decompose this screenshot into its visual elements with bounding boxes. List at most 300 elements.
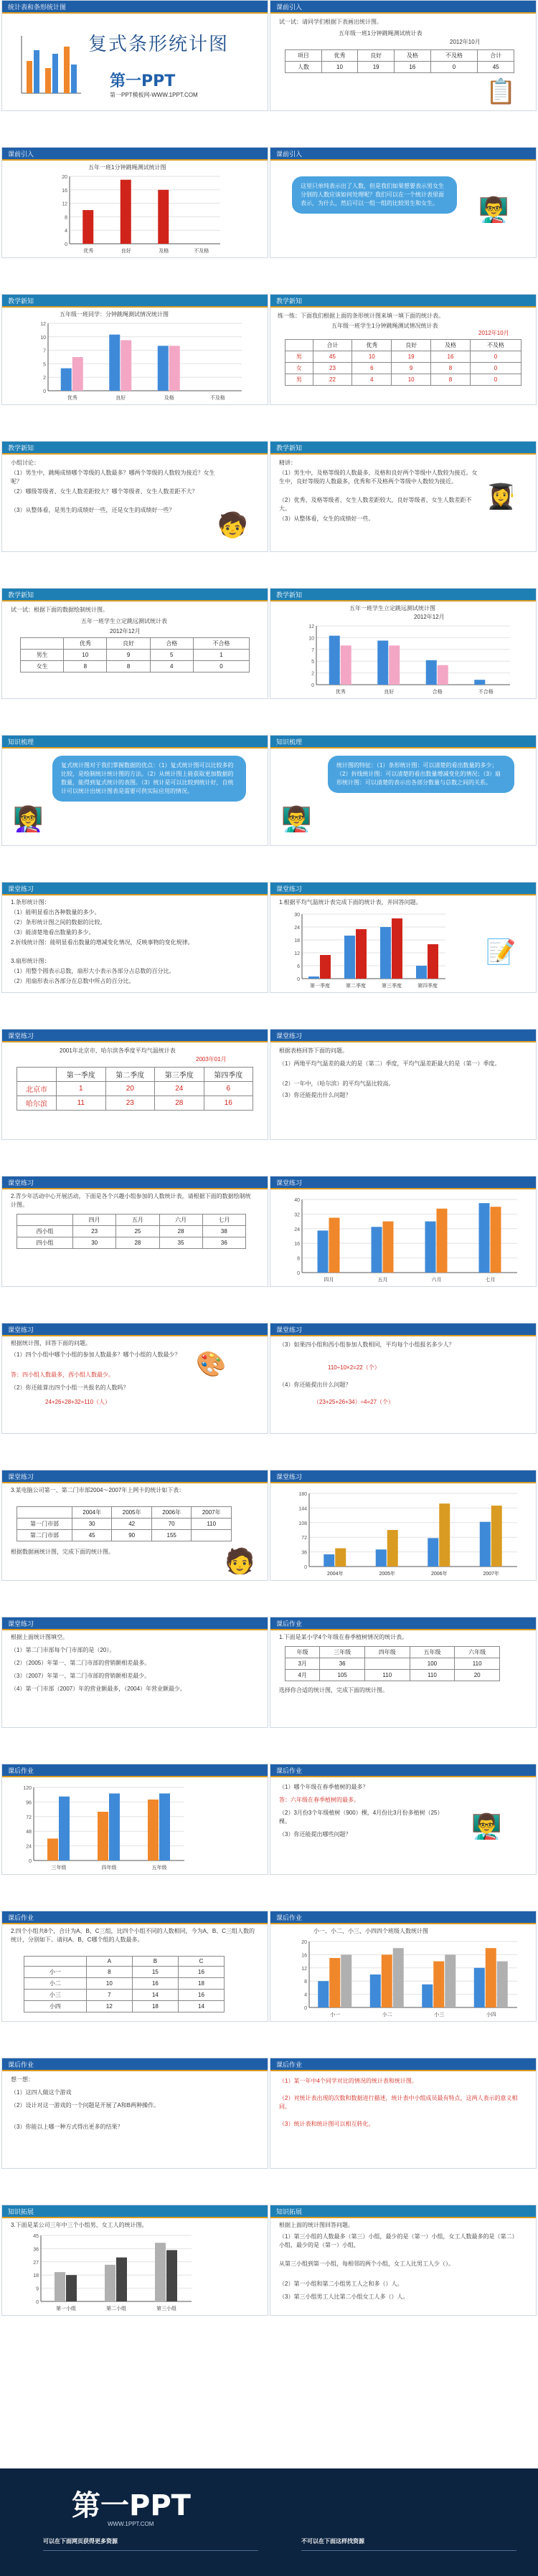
table-cell: 155 — [151, 1530, 192, 1541]
table-cell: 5 — [150, 650, 193, 661]
footer-url: WWW.1PPT.COM — [108, 2521, 154, 2527]
y-tick-label: 12 — [62, 201, 67, 207]
table-cell: 男 — [285, 374, 313, 386]
intro-text: 3.某电脑公司第一、第二门市部2004～2007年上网卡的统计如下表： — [11, 1487, 185, 1493]
table-cell: 6 — [352, 363, 392, 374]
slide-row — [0, 2205, 538, 2319]
answer-line: 答：四小组人数最多，西小组人数最少。 — [11, 1372, 114, 1378]
intro-text: 3.下面是某公司三年中三个小组男、女工人的统计图。 — [11, 2222, 148, 2228]
text-line: （2）你还能算出四个小组一共报名的人数吗？ — [11, 1384, 129, 1391]
slide-header-bar: 知识梳理 — [2, 736, 268, 748]
table-header: 四月 — [73, 1215, 116, 1226]
x-tick-label: 优秀 — [67, 396, 77, 401]
bar — [82, 210, 93, 244]
slide-header-bar: 课后作业 — [270, 1911, 536, 1924]
slide-chart-shop[interactable] — [270, 1470, 537, 1581]
table-header: 优秀 — [352, 340, 392, 351]
slide-summary-1[interactable] — [1, 735, 268, 846]
y-tick-label: 120 — [23, 1786, 32, 1791]
chart-svg — [292, 1937, 522, 2019]
figure-icon: 📋 — [486, 78, 516, 105]
bar — [387, 1530, 398, 1567]
bar — [437, 1209, 448, 1273]
slide-header-bar: 课后作业 — [270, 1764, 536, 1777]
table-cell: 20 — [105, 1082, 154, 1096]
slide-discussion[interactable] — [1, 441, 268, 552]
data-table — [16, 1067, 253, 1111]
text-line: 1.条形统计图： — [11, 899, 50, 906]
table-header: 不合格 — [193, 638, 249, 650]
text-line: （2）（2005）年第一、第二门市部的营销额相差最多。 — [11, 1660, 151, 1666]
x-tick-label: 四年级 — [101, 1866, 117, 1871]
x-tick-label: 2007年 — [483, 1572, 500, 1577]
slide-temp-table[interactable] — [1, 1029, 268, 1140]
slide-club-table[interactable] — [1, 1176, 268, 1287]
slide-chart-types[interactable] — [1, 882, 268, 993]
text-line: （3）从整体看，女生的成绩好一些。 — [279, 515, 374, 522]
bar — [377, 641, 388, 685]
table-cell: 8 — [86, 1967, 132, 1978]
x-tick-label: 五月 — [377, 1278, 388, 1283]
chart-title: 五年一班学生立定跳远测试统计图 — [349, 605, 435, 612]
table-cell: 女生 — [21, 661, 64, 672]
slide-row — [0, 0, 538, 115]
table-cell: 45 — [313, 351, 352, 363]
y-tick-label: 0 — [304, 2006, 307, 2011]
speech-bubble: 统计图的特征：（1）条形统计图：可以清楚的看出数量的多少；（2）折线统计图：可以清楚的看出数量增减变化的情况；（3）扇形统计图：可以清楚的表示出各部分数量与总数之间的关系。 — [328, 756, 514, 793]
text-line: （3）你能以上哪一种方式得出更多的结果？ — [11, 2124, 123, 2130]
bar — [474, 1968, 485, 2007]
y-tick-label: 5 — [43, 362, 46, 368]
bar — [169, 346, 180, 391]
table-cell: 15 — [132, 1967, 178, 1978]
y-tick-label: 2 — [43, 376, 46, 381]
intro-text: 根据表格回答下面的问题。 — [279, 1047, 348, 1054]
x-tick-label: 三年级 — [51, 1866, 67, 1871]
text-line: 根据数据画统计图，完成下面的统计图。 — [11, 1549, 114, 1555]
table-header — [24, 1957, 87, 1967]
table-cell: 9 — [107, 650, 150, 661]
slide-header-bar: 课堂练习 — [2, 1470, 268, 1483]
bar — [72, 357, 83, 391]
teacher-icon: 👩‍🏫 — [13, 806, 44, 833]
table-cell: 36 — [320, 1658, 365, 1670]
table-header: 三年级 — [320, 1647, 365, 1658]
bar — [158, 190, 169, 244]
text-line: （2）哪级等级者、女生人数差距较大？哪个等级者、女生人数差距不大？ — [11, 488, 198, 495]
slide-header-bar: 教学新知 — [270, 442, 536, 455]
bar — [308, 976, 319, 979]
table-date: 2012年12月 — [110, 628, 141, 635]
y-tick-label: 12 — [308, 624, 314, 629]
text-line: 2.折线统计图：能明显看出数量的增减变化情况，反映事物的变化规律。 — [11, 939, 194, 946]
text-line: （1）男生中，跳绳成绩哪个等级的人数最多？哪两个等级的人数较为接近？女生呢？ — [11, 470, 215, 485]
bar — [497, 1962, 508, 2007]
slide-header-bar: 课堂练习 — [270, 1177, 536, 1189]
slide-chart-2[interactable] — [1, 294, 268, 405]
bar — [426, 660, 437, 685]
slide-row — [0, 882, 538, 997]
slide-chart-3[interactable] — [270, 588, 537, 699]
table-header: 良好 — [358, 50, 395, 62]
text-line: （4）你还能提出什么问题？ — [279, 1382, 351, 1388]
table-header — [17, 1507, 72, 1518]
data-table — [16, 1214, 246, 1249]
chart-svg — [292, 1489, 522, 1578]
slide-exercise-1[interactable] — [270, 882, 537, 993]
table-cell: 23 — [313, 363, 352, 374]
table-cell: 19 — [392, 351, 431, 363]
slide-answers[interactable] — [270, 2058, 537, 2169]
table-cell: 8 — [107, 661, 150, 672]
x-tick-label: 第四季度 — [417, 984, 438, 989]
bar — [392, 918, 402, 979]
table-cell: 第二门市部 — [17, 1530, 72, 1541]
bar — [474, 680, 485, 685]
y-tick-label: 2 — [311, 671, 314, 677]
table-cell: 14 — [132, 1990, 178, 2001]
text-line: （2）条形统计图之间的数据的比较。 — [11, 919, 106, 926]
table-header: 2007年 — [192, 1507, 232, 1518]
teacher-icon: 👨‍🏫 — [471, 1813, 502, 1840]
bar — [55, 2272, 65, 2301]
text-line: （2）优秀、及格等级者、女生人数差距较大，良好等级者、女生人数差距不大。 — [279, 497, 472, 512]
x-tick-label: 第二季度 — [346, 984, 366, 989]
x-tick-label: 第三季度 — [382, 984, 402, 989]
bar — [428, 1538, 438, 1567]
brand-url: 第一PPT模板网-WWW.1PPT.COM — [110, 92, 198, 98]
slide-header-bar: 课堂练习 — [270, 883, 536, 895]
table-header: 第一季度 — [57, 1068, 105, 1082]
cover-title: 复式条形统计图 — [88, 33, 230, 54]
slide-explain[interactable] — [270, 441, 537, 552]
table-cell: 哈尔滨 — [17, 1096, 57, 1111]
table-header: 合计 — [313, 340, 352, 351]
slide-fill-table[interactable] — [270, 294, 537, 405]
slide-header-bar: 教学新知 — [2, 295, 268, 308]
slide-try[interactable] — [1, 588, 268, 699]
text-line: （1）两地平均气温差的最大的是（第二）季度，平均气温差距最大的是（第一）季度。 — [279, 1060, 501, 1067]
y-tick-label: 4 — [304, 1992, 307, 1998]
table-date: 2012年10月 — [478, 330, 509, 336]
table-cell: 110 — [192, 1518, 232, 1530]
table-cell: 70 — [151, 1518, 192, 1530]
x-tick-label: 不及格 — [194, 249, 209, 254]
table-header: 2004年 — [72, 1507, 112, 1518]
table-header: 不及格 — [470, 340, 521, 351]
bar — [329, 636, 340, 685]
table-header: 年级 — [285, 1647, 320, 1658]
bar — [428, 944, 438, 979]
slide-header-bar: 教学新知 — [2, 442, 268, 455]
table-header: 第三季度 — [155, 1068, 204, 1082]
slide-header-bar: 课堂练习 — [2, 1177, 268, 1189]
table-cell: 42 — [112, 1518, 152, 1530]
slide-header-bar: 课堂练习 — [2, 1030, 268, 1042]
table-title: 五年一班学生立定跳远测试统计表 — [81, 618, 167, 624]
x-tick-label: 2005年 — [379, 1572, 396, 1577]
bar — [121, 341, 131, 391]
y-tick-label: 16 — [301, 1953, 307, 1959]
slide-header-bar: 课堂练习 — [2, 1323, 268, 1336]
x-tick-label: 2006年 — [430, 1572, 448, 1577]
cover-chart-icon — [18, 32, 82, 97]
palette-icon: 🎨 — [196, 1351, 227, 1378]
slide-header-bar: 课后作业 — [2, 2058, 268, 2071]
text-line: （1）能明显看出各种数量的多少。 — [11, 909, 100, 916]
y-tick-label: 20 — [62, 175, 67, 180]
table-cell: 28 — [159, 1226, 202, 1237]
x-tick-label: 合格 — [432, 690, 443, 695]
slide-header-bar: 课堂练习 — [270, 1030, 536, 1042]
bar — [341, 1954, 351, 2007]
x-tick-label: 第三小组 — [156, 2306, 176, 2311]
bar — [356, 929, 367, 979]
y-tick-label: 27 — [33, 2260, 39, 2266]
table-cell: 28 — [116, 1237, 159, 1249]
table-cell: 19 — [358, 62, 395, 73]
footer-links-right[interactable] — [301, 2550, 516, 2572]
table-cell: 0 — [470, 374, 521, 386]
bar — [344, 936, 355, 979]
x-tick-label: 良好 — [115, 396, 126, 401]
y-tick-label: 5 — [311, 660, 314, 665]
slide-chart-1[interactable] — [1, 147, 268, 258]
slide-header-bar: 课前引入 — [270, 1, 536, 14]
slide-bubble[interactable] — [270, 147, 537, 258]
bar — [372, 1227, 382, 1273]
slide-tree-questions[interactable] — [270, 1764, 537, 1875]
speech-bubble: 复式统计图对于我们掌握数据的优点：（1）复式统计图可以比较多的比较，是绘制统计统计图的方法。（2）从统计图上能获取更加数据的数量，能得到复式统计的表图。（3）统计是可以比较到统计好，自统计可以统计出统计图表是需要可供实际应用的情况。 — [52, 756, 246, 802]
bar — [318, 1230, 329, 1273]
table-cell: 北京市 — [17, 1082, 57, 1096]
intro-text: 2.青少年活动中心开展活动，下面是各个兴趣小组参加的人数统计表，请根据下面的数据绘制统计图。 — [11, 1193, 251, 1208]
chart-svg — [24, 2231, 196, 2313]
x-tick-label: 六月 — [431, 1278, 442, 1283]
y-tick-label: 0 — [65, 242, 67, 247]
table-header: A — [86, 1957, 132, 1967]
data-table — [24, 1956, 225, 2012]
table-cell: 16 — [431, 351, 471, 363]
table-cell: 四小组 — [17, 1237, 73, 1249]
kid-icon: 🧒 — [217, 512, 248, 539]
slide-worker-questions[interactable] — [270, 2205, 537, 2316]
text-line: （3）你还能提出哪些问题？ — [279, 1831, 351, 1838]
slide-chart-trees[interactable] — [1, 1764, 268, 1875]
table-cell: 小二 — [24, 1978, 87, 1990]
y-tick-label: 0 — [297, 977, 300, 982]
table-header: 优秀 — [64, 638, 107, 650]
bar — [109, 335, 120, 391]
slide-row — [0, 1323, 538, 1437]
table-cell: 10 — [321, 62, 358, 73]
slide-questions-2[interactable] — [1, 1323, 268, 1434]
slide-header-bar: 知识拓展 — [270, 2205, 536, 2218]
slide-homework-1[interactable] — [270, 1617, 537, 1728]
table-cell: 第一门市部 — [17, 1518, 72, 1530]
x-tick-label: 良好 — [384, 690, 395, 695]
table-header: 合格 — [150, 638, 193, 650]
bar — [320, 955, 331, 979]
slide-think[interactable] — [1, 2058, 268, 2169]
slide-class-table[interactable] — [1, 1911, 268, 2022]
table-cell: 9 — [392, 363, 431, 374]
y-tick-label: 9 — [36, 2286, 39, 2292]
slide-header-bar: 课后作业 — [2, 1911, 268, 1924]
table-cell: 1 — [193, 650, 249, 661]
students-icon: 👩‍🎓 — [486, 483, 516, 510]
intro-text: 试一试：请同学们根据下表画出统计图。 — [279, 19, 382, 25]
slide-header-bar: 课前引入 — [2, 148, 268, 161]
bar — [121, 180, 131, 244]
x-tick-label: 不合格 — [478, 690, 494, 695]
text-line: 根据上面的统计图回答问题。 — [279, 2222, 354, 2228]
bar — [370, 1974, 381, 2007]
text-line: （4）第一门市部（2007）年的营业额最多，（2004）年营业额最少。 — [11, 1686, 187, 1692]
table-cell: 3月 — [285, 1658, 320, 1670]
table-header: B — [132, 1957, 178, 1967]
teacher-icon: 👨‍🏫 — [281, 806, 312, 833]
text-line: （2）设计对这一游戏的一个问题是开展了A和B两种操作。 — [11, 2102, 160, 2109]
text-line: （2）用扇形表示各部分在总数中所占的百分比。 — [11, 978, 135, 984]
table-cell: 0 — [193, 661, 249, 672]
bar — [416, 966, 427, 979]
answer-line: （1）某一年中4个同学对比的情况的统计表和统计图。 — [279, 2078, 417, 2084]
bar — [98, 1812, 108, 1860]
bar — [393, 1948, 404, 2007]
y-tick-label: 72 — [26, 1815, 32, 1820]
footer-links-left[interactable] — [43, 2550, 258, 2572]
table-cell: 0 — [430, 62, 478, 73]
data-table — [16, 1506, 232, 1541]
slide-shop-questions[interactable] — [1, 1617, 268, 1728]
table-cell: 8 — [64, 661, 107, 672]
text-line: （3）第三小组男工人比第二小组女工人多（）人。 — [279, 2294, 409, 2300]
intro-text: 2.四个小组共8个，合计为A、B、C三组，比四个小组不同的人数相同，今为A、B、C三组人数的统计，分别如下。请问A、B、C哪个组的人数最多。 — [11, 1928, 255, 1943]
slide-shop-table[interactable] — [1, 1470, 268, 1581]
bar — [329, 1958, 340, 2007]
text-line: （3）从整体看，是男生的成绩好一些，还是女生的成绩好一些？ — [11, 507, 175, 513]
table-cell: 18 — [132, 2001, 178, 2012]
table-cell: 23 — [105, 1096, 154, 1111]
bar — [491, 1506, 502, 1567]
bar — [376, 1549, 387, 1567]
slide-intro-table[interactable] — [270, 0, 537, 111]
table-header: 优秀 — [321, 50, 358, 62]
bar — [479, 1203, 490, 1273]
bar — [158, 346, 169, 391]
y-tick-label: 0 — [29, 1859, 32, 1864]
speech-bubble: 这里只单纯表示出了人数，但是我们如果想要表示男女生分别的人数应该如何处理呢？我们可以在一个统计表里面表示，为什么，然后可以一组一组的比较男生和女生。 — [292, 176, 457, 214]
y-tick-label: 0 — [297, 1271, 300, 1276]
bar — [439, 1503, 450, 1567]
bar — [480, 1522, 491, 1567]
table-header — [17, 1068, 57, 1082]
slide-summary-2[interactable] — [270, 735, 537, 846]
table-cell: 12 — [86, 2001, 132, 2012]
x-tick-label: 及格 — [159, 249, 169, 254]
slide-header-bar: 课前引入 — [270, 148, 536, 161]
slide-chart-workers[interactable] — [1, 2205, 268, 2316]
table-cell — [364, 1658, 410, 1670]
slide-questions-3[interactable] — [270, 1323, 537, 1434]
chart-date: 2012年12月 — [414, 614, 445, 620]
text-line: （3）（2007）年第一、第二门市部的营销额相差最少。 — [11, 1673, 151, 1679]
text-line: （3）如果四小组和西小组参加人数相同，平均每个小组报名多少人？ — [279, 1341, 455, 1348]
bar — [335, 1549, 346, 1567]
text-line: 选择你合适的统计图，完成下面的统计图。 — [279, 1687, 388, 1693]
y-tick-label: 48 — [26, 1830, 32, 1835]
answer-line: 110÷10×2=22（个） — [328, 1364, 380, 1371]
slide-chart-club[interactable] — [270, 1176, 537, 1287]
y-tick-label: 96 — [26, 1800, 32, 1806]
slide-row — [0, 147, 538, 262]
y-tick-label: 18 — [294, 938, 300, 944]
table-cell: 16 — [204, 1096, 253, 1111]
bar — [59, 1797, 70, 1860]
y-tick-label: 20 — [301, 1940, 307, 1945]
slide-chart-class[interactable] — [270, 1911, 537, 2022]
y-tick-label: 12 — [40, 322, 46, 327]
bar — [324, 1554, 334, 1567]
slide-header-bar: 知识拓展 — [2, 2205, 268, 2218]
table-header: C — [178, 1957, 224, 1967]
slide-row — [0, 735, 538, 850]
slide-row — [0, 441, 538, 556]
table-cell: 10 — [64, 650, 107, 661]
bar — [109, 1794, 120, 1861]
table-cell: 0 — [470, 351, 521, 363]
table-cell: 90 — [112, 1530, 152, 1541]
bar — [445, 1954, 456, 2007]
bar — [116, 2258, 127, 2301]
answer-line: （3）统计表和统计图可以相互转化。 — [279, 2121, 374, 2127]
table-cell: 小三 — [24, 1990, 87, 2001]
table-cell: 4月 — [285, 1670, 320, 1681]
slide-questions-1[interactable] — [270, 1029, 537, 1140]
slide-cover[interactable] — [1, 0, 268, 111]
bar — [318, 1981, 329, 2007]
table-header — [17, 1215, 73, 1226]
y-tick-label: 30 — [294, 913, 300, 918]
bar — [425, 1222, 436, 1273]
text-line: （2）3月份3个年级植树（900）棵，4月份比3月份多植树（25）棵。 — [279, 1810, 443, 1825]
table-cell: 23 — [73, 1226, 116, 1237]
x-tick-label: 小一 — [330, 2012, 341, 2017]
y-tick-label: 16 — [62, 188, 67, 194]
text-line: （1）第三小组的人数最多（第三）小组，最少的是（第一）小组，女工人数最多的是（第二）小组，最少的是（第一）小组， — [279, 2233, 518, 2248]
table-cell: 6 — [204, 1082, 253, 1096]
x-tick-label: 四月 — [324, 1278, 334, 1283]
table-cell: 28 — [155, 1096, 204, 1111]
slide-header-bar: 课后作业 — [270, 1617, 536, 1630]
table-cell: 105 — [320, 1670, 365, 1681]
table-cell: 36 — [202, 1237, 245, 1249]
table-header: 第二季度 — [105, 1068, 154, 1082]
x-tick-label: 第二小组 — [106, 2306, 126, 2311]
table-cell: 10 — [86, 1978, 132, 1990]
y-tick-label: 45 — [33, 2234, 39, 2239]
bar — [380, 927, 391, 979]
y-tick-label: 24 — [294, 926, 300, 931]
bar — [47, 1838, 58, 1860]
table-cell: 110 — [455, 1658, 500, 1670]
text-line: （1）用整个圆表示总数，扇形大小表示各部分占总数的百分比。 — [11, 968, 175, 974]
intro-text: 1.下面是某小学4个年级在春季植树情况的统计表。 — [279, 1634, 408, 1640]
y-tick-label: 24 — [26, 1844, 32, 1850]
table-cell: 20 — [455, 1670, 500, 1681]
table-cell — [192, 1530, 232, 1541]
